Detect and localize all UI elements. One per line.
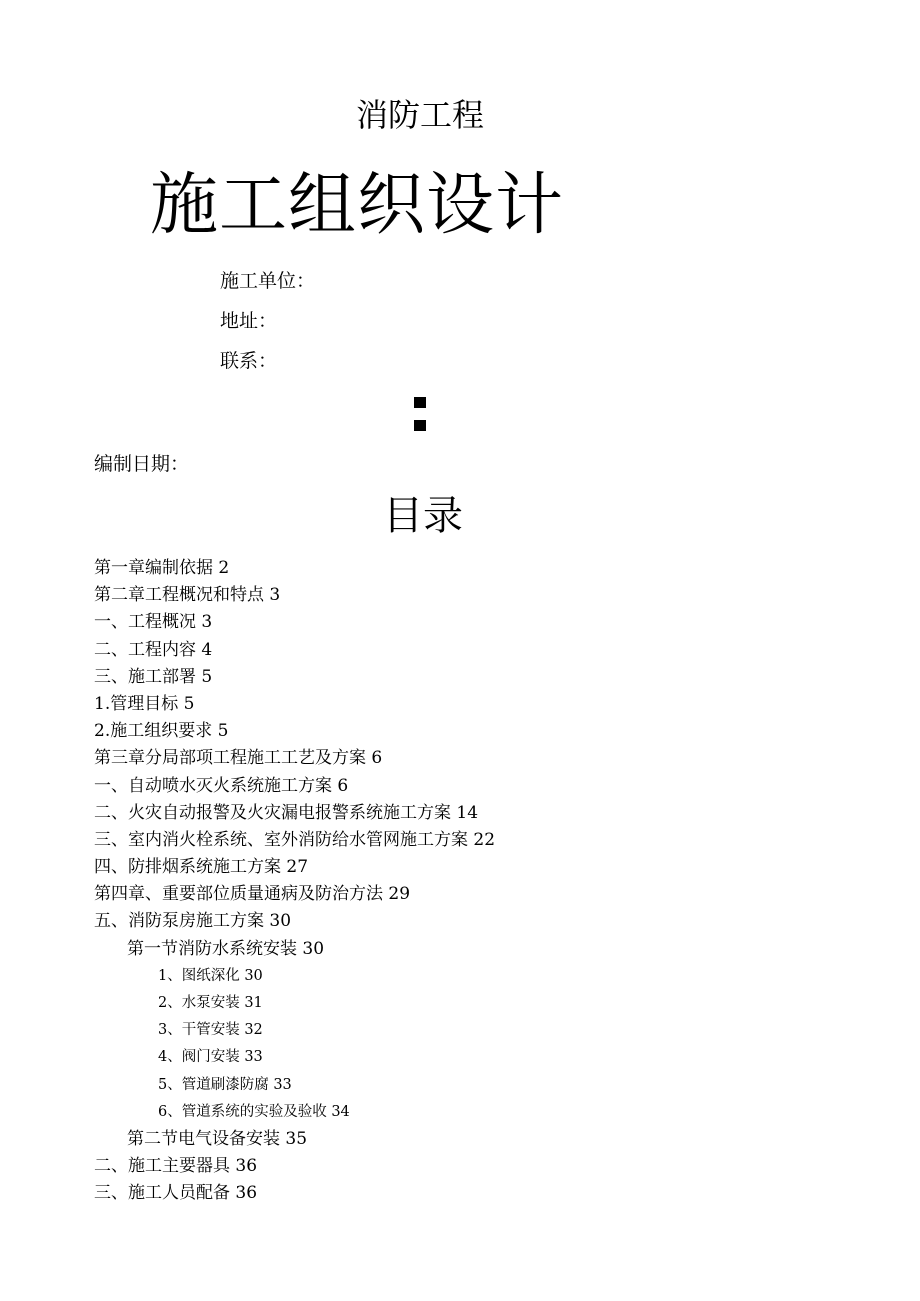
toc-entry[interactable]: 三、室内消火栓系统、室外消防给水管网施工方案 22: [94, 829, 496, 850]
toc-entry[interactable]: 四、防排烟系统施工方案 27: [94, 857, 309, 878]
toc-entry[interactable]: 1、图纸深化 30: [158, 967, 263, 984]
address-label: 地址：: [220, 310, 278, 332]
toc-entry[interactable]: 三、施工人员配备 36: [94, 1183, 258, 1204]
toc-entry[interactable]: 第四章、重要部位质量通病及防治方法 29: [94, 884, 411, 905]
compile-date-label: 编制日期：: [94, 453, 190, 475]
toc-heading: 目录: [383, 493, 463, 539]
toc-entry[interactable]: 一、自动喷水灭火系统施工方案 6: [94, 775, 349, 796]
toc-entry[interactable]: 第一节消防水系统安装 30: [127, 938, 325, 959]
toc-entry[interactable]: 二、火灾自动报警及火灾漏电报警系统施工方案 14: [94, 802, 479, 823]
toc-entry[interactable]: 三、施工部署 5: [94, 666, 213, 687]
toc-entry[interactable]: 第二章工程概况和特点 3: [94, 585, 281, 606]
toc-entry[interactable]: 一、工程概况 3: [94, 612, 213, 633]
toc-entry[interactable]: 五、消防泵房施工方案 30: [94, 911, 292, 932]
colon-marker-icon: [414, 397, 426, 433]
toc-entry[interactable]: 第二节电气设备安装 35: [127, 1128, 308, 1149]
toc-entry[interactable]: 5、管道刷漆防腐 33: [158, 1076, 292, 1093]
toc-entry[interactable]: 二、工程内容 4: [94, 639, 213, 660]
toc-entry[interactable]: 3、干管安装 32: [158, 1022, 263, 1039]
toc-entry[interactable]: 4、阀门安装 33: [158, 1049, 263, 1066]
document-subtitle: 消防工程: [355, 96, 484, 134]
contact-label: 联系：: [220, 350, 278, 372]
toc-entry[interactable]: 1.管理目标 5: [94, 693, 195, 714]
toc-entry[interactable]: 二、施工主要器具 36: [94, 1156, 258, 1177]
construction-unit-label: 施工单位：: [220, 270, 316, 292]
toc-entry[interactable]: 2、水泵安装 31: [158, 995, 263, 1011]
table-of-contents: [94, 555, 495, 1208]
document-title: 施工组织设计: [150, 166, 565, 245]
toc-entry[interactable]: 6、管道系统的实验及验收 34: [158, 1103, 350, 1120]
toc-entry[interactable]: 第一章编制依据 2: [94, 558, 230, 578]
toc-entry[interactable]: 2.施工组织要求 5: [94, 721, 229, 742]
toc-entry[interactable]: 第三章分局部项工程施工工艺及方案 6: [94, 748, 383, 769]
